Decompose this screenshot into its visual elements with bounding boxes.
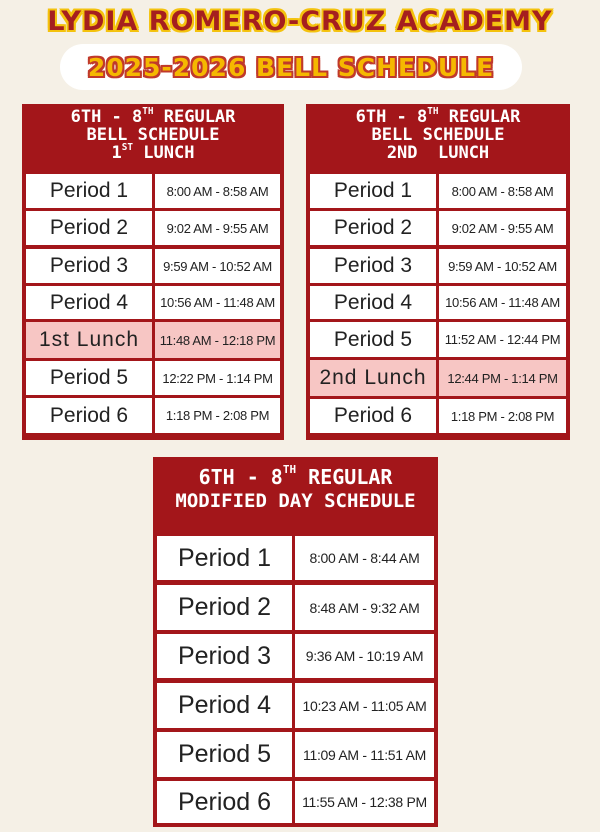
second-lunch-schedule-card	[306, 104, 570, 440]
schedule-row	[310, 322, 566, 357]
period-time: 9:02 AM - 9:55 AM	[155, 211, 280, 245]
schedule-row	[310, 249, 566, 283]
period-name: Period 1	[310, 174, 436, 208]
period-name: 2nd Lunch	[310, 360, 436, 396]
schedule-row	[310, 211, 566, 245]
period-time: 10:23 AM - 11:05 AM	[295, 683, 434, 728]
period-name: Period 3	[157, 634, 292, 678]
period-name: Period 4	[310, 286, 436, 319]
period-name: Period 2	[26, 211, 152, 245]
schedule-row	[26, 174, 280, 208]
schedule-year-title: 2025-2026 BELL SCHEDULE	[87, 52, 495, 82]
card-title: 6TH - 8TH REGULAR BELL SCHEDULE 1ST LUNCH	[70, 106, 236, 163]
period-name: 1st Lunch	[26, 322, 152, 358]
card-title: 6TH - 8TH REGULAR BELL SCHEDULE 2ND LUNCH	[355, 106, 521, 163]
period-name: Period 1	[157, 536, 292, 580]
period-name: Period 2	[310, 211, 436, 245]
schedule-year-banner	[60, 44, 522, 90]
period-name: Period 5	[310, 322, 436, 357]
school-title: LYDIA ROMERO-CRUZ ACADEMY	[47, 6, 553, 37]
schedule-row	[157, 683, 434, 728]
schedule-row	[26, 398, 280, 433]
lunch-row	[310, 360, 566, 396]
first-lunch-schedule-card	[22, 104, 284, 440]
period-time: 9:36 AM - 10:19 AM	[295, 634, 434, 678]
card-title: 6TH - 8TH REGULAR MODIFIED DAY SCHEDULE	[175, 463, 416, 512]
schedule-row	[310, 174, 566, 208]
schedule-row	[310, 399, 566, 433]
period-name: Period 6	[310, 399, 436, 433]
period-time: 9:59 AM - 10:52 AM	[439, 249, 566, 283]
schedule-row	[26, 361, 280, 395]
schedule-row	[157, 732, 434, 777]
period-time: 1:18 PM - 2:08 PM	[439, 399, 566, 433]
period-time: 11:52 AM - 12:44 PM	[439, 322, 566, 357]
period-time: 8:00 AM - 8:44 AM	[295, 536, 434, 580]
schedule-row	[157, 536, 434, 580]
period-time: 9:02 AM - 9:55 AM	[439, 211, 566, 245]
schedule-row	[157, 634, 434, 678]
period-name: Period 1	[26, 174, 152, 208]
period-time: 10:56 AM - 11:48 AM	[155, 286, 280, 319]
period-time: 9:59 AM - 10:52 AM	[155, 249, 280, 283]
period-name: Period 5	[26, 361, 152, 395]
period-time: 12:22 PM - 1:14 PM	[155, 361, 280, 395]
modified-day-schedule-card	[153, 457, 438, 827]
period-time: 12:44 PM - 1:14 PM	[439, 360, 566, 396]
period-time: 8:00 AM - 8:58 AM	[439, 174, 566, 208]
schedule-row	[26, 211, 280, 245]
period-name: Period 6	[26, 398, 152, 433]
period-time: 10:56 AM - 11:48 AM	[439, 286, 566, 319]
period-time: 11:55 AM - 12:38 PM	[295, 781, 434, 823]
schedule-row	[310, 286, 566, 319]
period-name: Period 4	[157, 683, 292, 728]
period-name: Period 2	[157, 585, 292, 630]
period-time: 8:00 AM - 8:58 AM	[155, 174, 280, 208]
schedule-row	[26, 249, 280, 283]
period-name: Period 4	[26, 286, 152, 319]
schedule-row	[157, 781, 434, 823]
schedule-row	[26, 286, 280, 319]
period-time: 11:48 AM - 12:18 PM	[155, 322, 280, 358]
lunch-row	[26, 322, 280, 358]
period-time: 8:48 AM - 9:32 AM	[295, 585, 434, 630]
period-time: 1:18 PM - 2:08 PM	[155, 398, 280, 433]
period-name: Period 6	[157, 781, 292, 823]
schedule-row	[157, 585, 434, 630]
period-name: Period 3	[310, 249, 436, 283]
period-time: 11:09 AM - 11:51 AM	[295, 732, 434, 777]
period-name: Period 3	[26, 249, 152, 283]
period-name: Period 5	[157, 732, 292, 777]
